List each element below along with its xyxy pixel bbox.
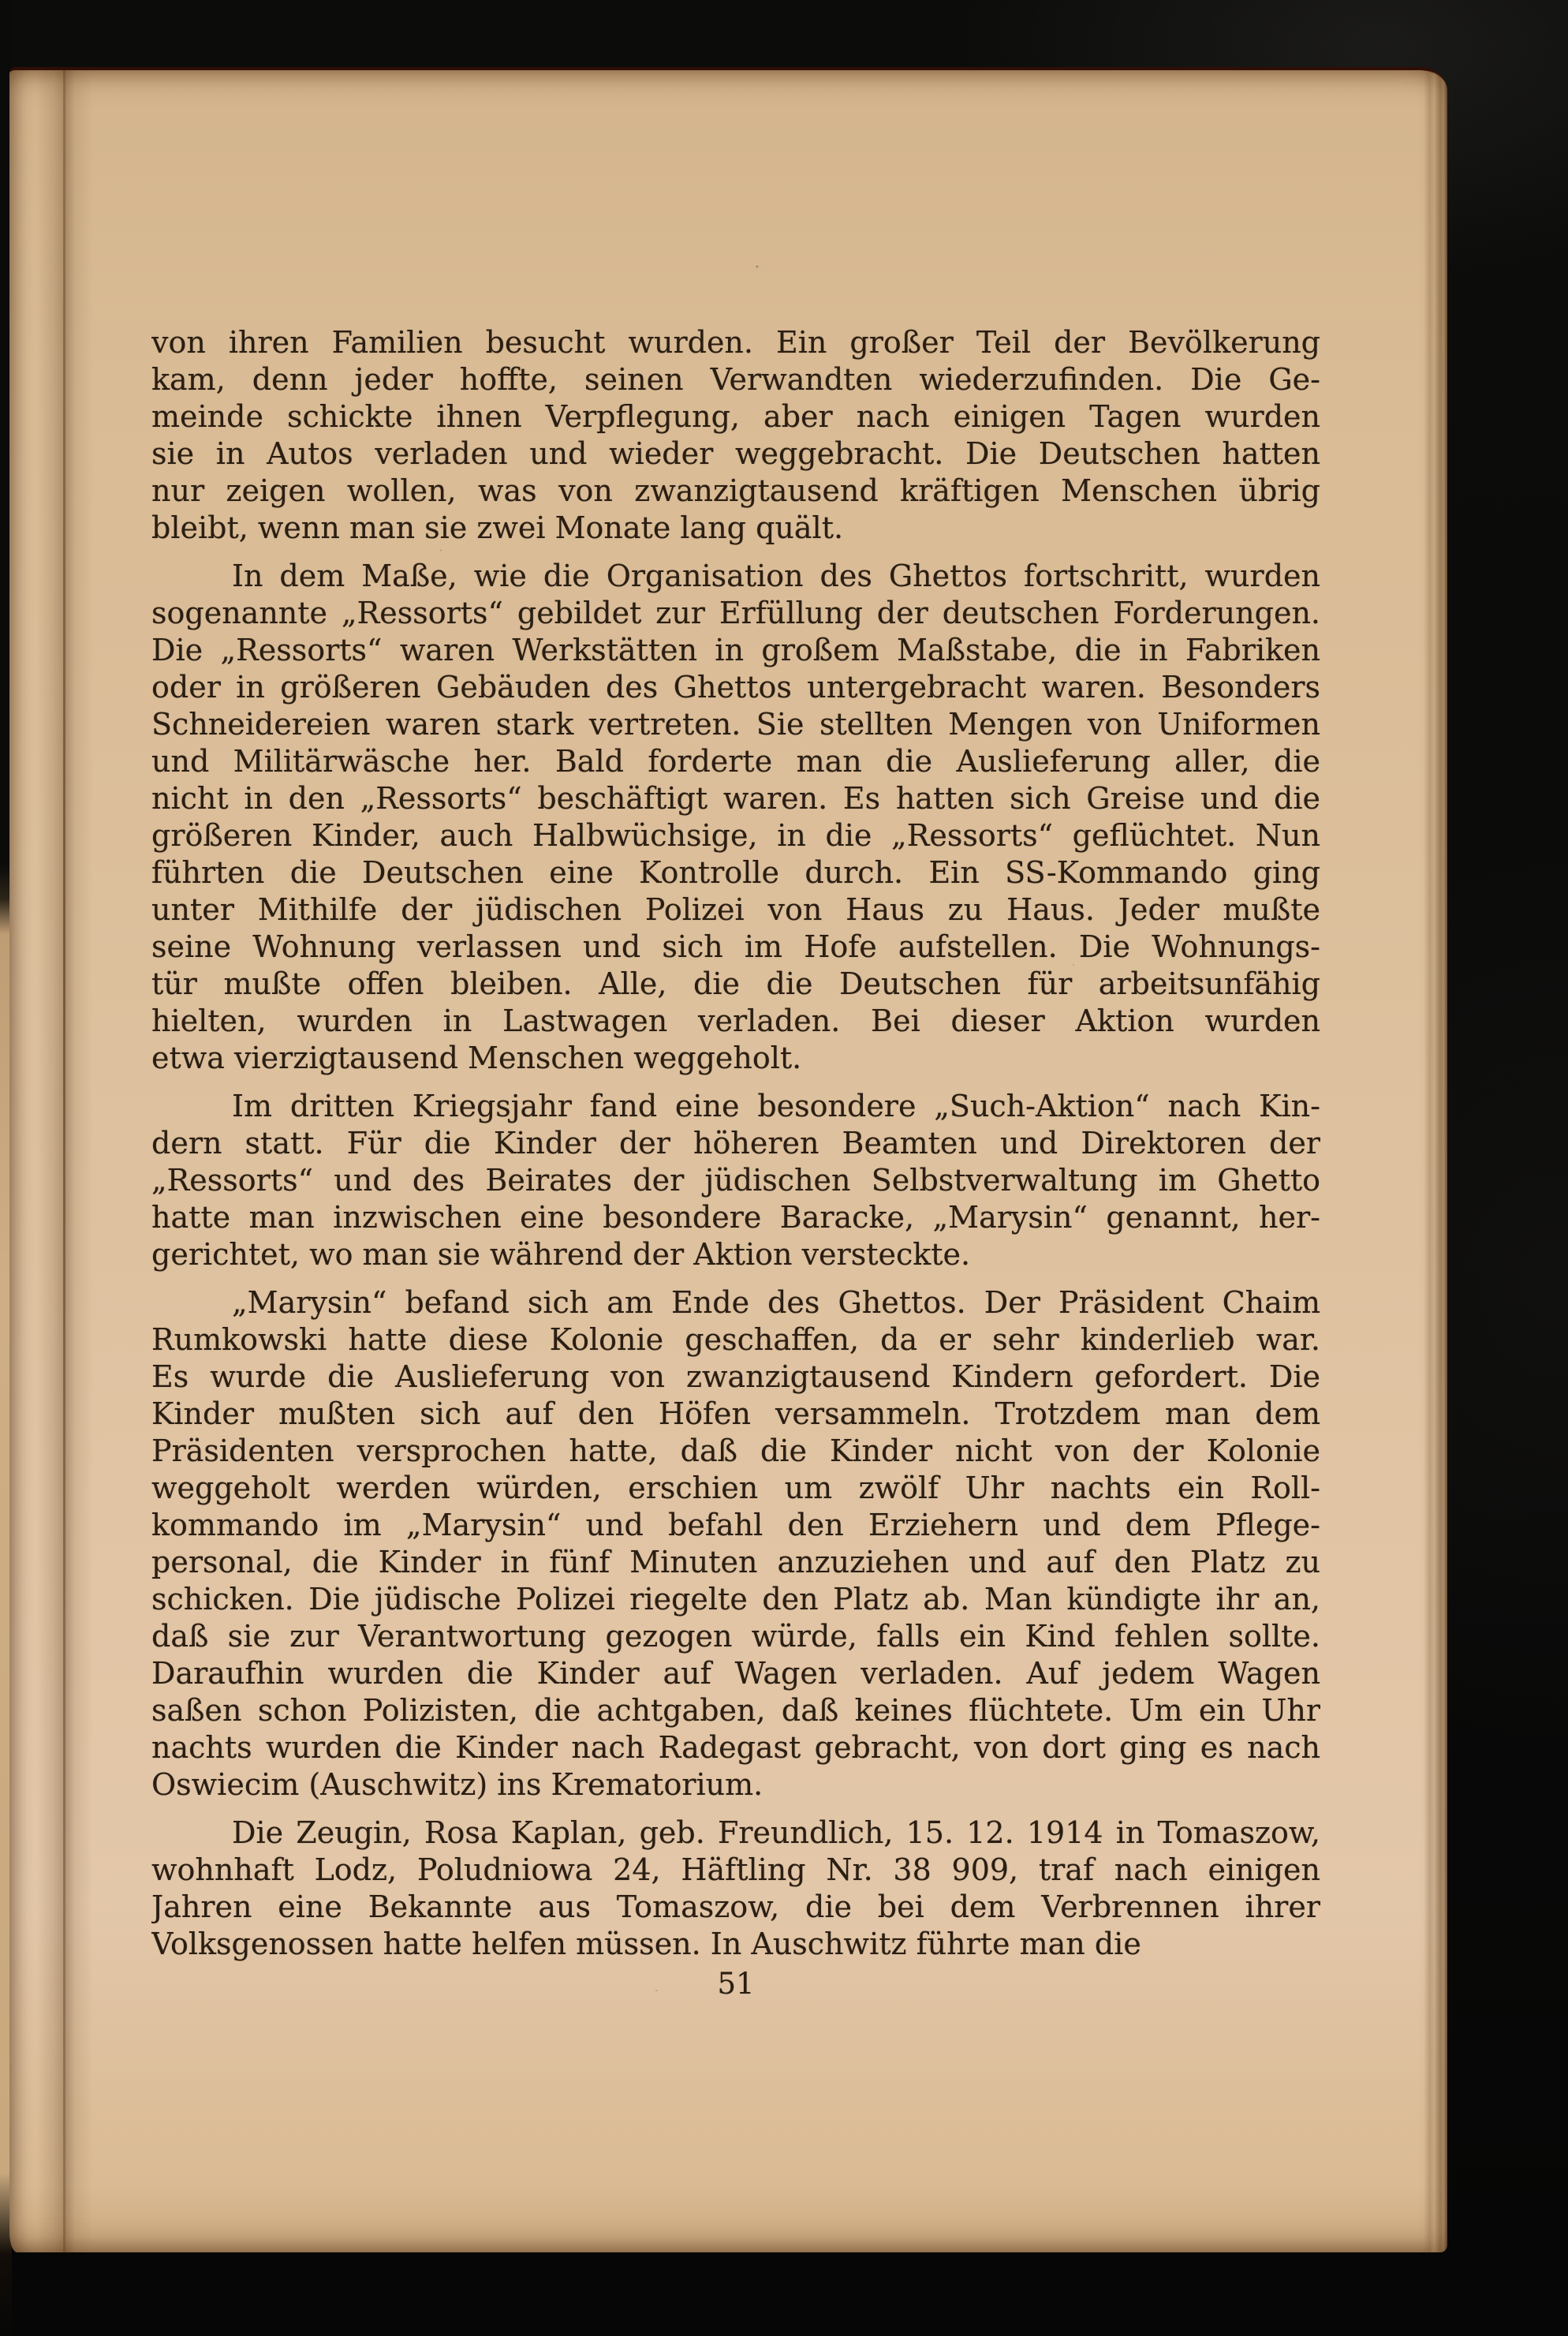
text-line: Es wurde die Auslieferung von zwanzigtausend Kindern gefordert. Die xyxy=(151,1359,1320,1394)
text-line: Die Zeugin, Rosa Kaplan, geb. Freundlich, 15. 12. 1914 in Tomaszow, xyxy=(232,1815,1320,1850)
text-line: etwa vierzigtausend Menschen weggeholt. xyxy=(151,1041,802,1075)
text-line: Jahren eine Bekannte aus Tomaszow, die bei dem Verbrennen ihrer xyxy=(151,1889,1320,1924)
text-line: kommando im „Marysin“ und befahl den Erziehern und dem Pflege- xyxy=(151,1508,1320,1542)
text-line: daß sie zur Verantwortung gezogen würde, falls ein Kind fehlen sollte. xyxy=(151,1619,1320,1654)
text-line: von ihren Familien besucht wurden. Ein großer Teil der Bevölkerung xyxy=(151,325,1320,360)
paragraph xyxy=(151,324,1320,547)
text-line: dern statt. Für die Kinder der höheren Beamten und Direktoren der xyxy=(151,1126,1320,1161)
text-line: nicht in den „Ressorts“ beschäftigt waren. Es hatten sich Greise und die xyxy=(151,781,1320,816)
gutter-crease-line xyxy=(63,70,65,2252)
book-page xyxy=(9,67,1447,2252)
text-line: gerichtet, wo man sie während der Aktion versteckte. xyxy=(151,1237,971,1272)
paragraph xyxy=(151,1284,1320,1803)
text-line: meinde schickte ihnen Verpflegung, aber nach einigen Tagen wurden xyxy=(151,399,1320,434)
text-line: bleibt, wenn man sie zwei Monate lang quält. xyxy=(151,510,844,545)
text-line: „Marysin“ befand sich am Ende des Ghettos. Der Präsident Chaim xyxy=(232,1285,1320,1320)
text-line: weggeholt werden würden, erschien um zwölf Uhr nachts ein Roll- xyxy=(151,1471,1320,1505)
text-line: wohnhaft Lodz, Poludniowa 24, Häftling Nr. 38 909, traf nach einigen xyxy=(151,1852,1320,1887)
text-line: kam, denn jeder hoffte, seinen Verwandten wiederzufinden. Die Ge- xyxy=(151,362,1320,397)
text-line: sie in Autos verladen und wieder weggebracht. Die Deutschen hatten xyxy=(151,436,1320,471)
text-line: personal, die Kinder in fünf Minuten anzuziehen und auf den Platz zu xyxy=(151,1545,1320,1579)
text-line: führten die Deutschen eine Kontrolle durch. Ein SS-Kommando ging xyxy=(151,855,1320,890)
text-line: tür mußte offen bleiben. Alle, die die Deutschen für arbeitsunfähig xyxy=(151,966,1320,1001)
text-line: schicken. Die jüdische Polizei riegelte den Platz ab. Man kündigte ihr an, xyxy=(151,1582,1320,1617)
text-line: oder in größeren Gebäuden des Ghettos untergebracht waren. Besonders xyxy=(151,670,1320,705)
text-line: Präsidenten versprochen hatte, daß die Kinder nicht von der Kolonie xyxy=(151,1433,1320,1468)
text-line: Schneidereien waren stark vertreten. Sie stellten Mengen von Uniformen xyxy=(151,707,1320,742)
text-line: Volksgenossen hatte helfen müssen. In Auschwitz führte man die xyxy=(151,1927,1141,1961)
text-line: hielten, wurden in Lastwagen verladen. Bei dieser Aktion wurden xyxy=(151,1004,1320,1038)
text-line: nachts wurden die Kinder nach Radegast gebracht, von dort ging es nach xyxy=(151,1730,1320,1765)
paragraph xyxy=(151,1088,1320,1273)
text-column xyxy=(151,324,1320,1974)
text-line: und Militärwäsche her. Bald forderte man die Auslieferung aller, die xyxy=(151,744,1320,779)
text-line: In dem Maße, wie die Organisation des Ghettos fortschritt, wurden xyxy=(232,559,1320,593)
text-line: Oswiecim (Auschwitz) ins Krematorium. xyxy=(151,1767,763,1802)
text-line: seine Wohnung verlassen und sich im Hofe aufstellen. Die Wohnungs- xyxy=(151,929,1320,964)
text-line: Die „Ressorts“ waren Werkstätten in großem Maßstabe, die in Fabriken xyxy=(151,633,1320,667)
paragraph xyxy=(151,558,1320,1077)
page-number: 51 xyxy=(717,1967,755,2001)
page-fore-edge xyxy=(1424,70,1447,2252)
text-line: Daraufhin wurden die Kinder auf Wagen verladen. Auf jedem Wagen xyxy=(151,1656,1320,1691)
text-line: größeren Kinder, auch Halbwüchsige, in die „Ressorts“ geflüchtet. Nun xyxy=(151,818,1320,853)
text-line: Rumkowski hatte diese Kolonie geschaffen, da er sehr kinderlieb war. xyxy=(151,1322,1320,1357)
text-line: hatte man inzwischen eine besondere Baracke, „Marysin“ genannt, her- xyxy=(151,1200,1320,1235)
text-line: sogenannte „Ressorts“ gebildet zur Erfüllung der deutschen Forderungen. xyxy=(151,596,1320,630)
text-line: Im dritten Kriegsjahr fand eine besondere „Such-Aktion“ nach Kin- xyxy=(232,1089,1320,1123)
text-line: Kinder mußten sich auf den Höfen versammeln. Trotzdem man dem xyxy=(151,1396,1320,1431)
paragraph xyxy=(151,1815,1320,1963)
text-line: „Ressorts“ und des Beirates der jüdischen Selbstverwaltung im Ghetto xyxy=(151,1163,1320,1198)
text-line: saßen schon Polizisten, die achtgaben, daß keines flüchtete. Um ein Uhr xyxy=(151,1693,1320,1728)
text-line: nur zeigen wollen, was von zwanzigtausend kräftigen Menschen übrig xyxy=(151,473,1320,508)
text-line: unter Mithilfe der jüdischen Polizei von Haus zu Haus. Jeder mußte xyxy=(151,892,1320,927)
